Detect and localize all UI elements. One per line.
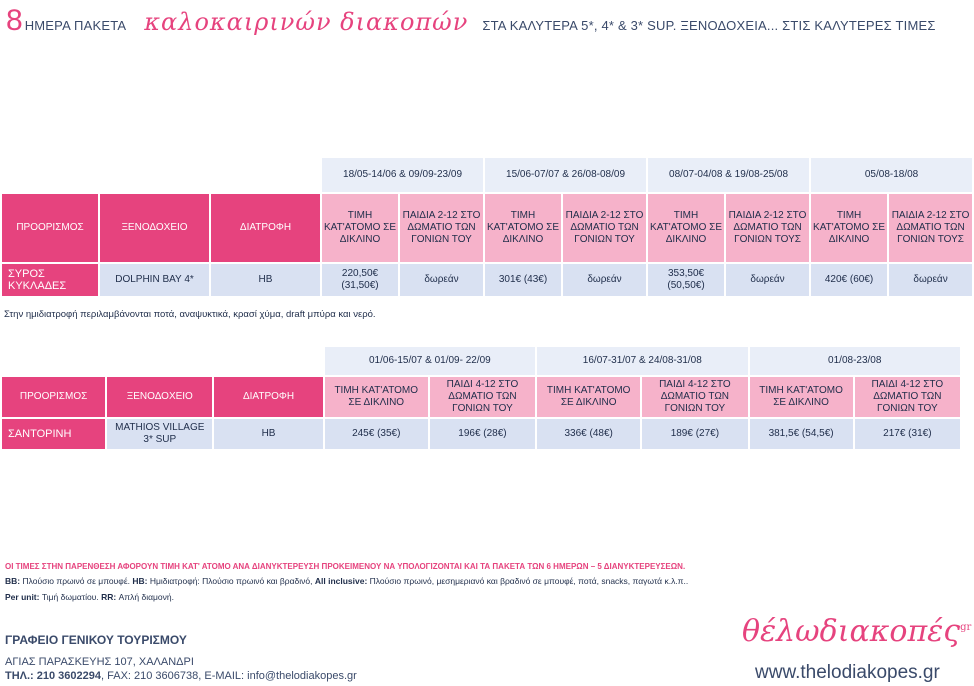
bb-label: BB: — [5, 576, 21, 586]
rr-label: RR: — [101, 592, 117, 602]
pu-label: Per unit: — [5, 592, 40, 602]
col-price-adult: ΤΙΜΗ ΚΑΤ'ΑΤΟΜΟ ΣΕ ΔΙΚΛΙΝΟ — [485, 194, 561, 262]
col-price-adult: ΤΙΜΗ ΚΑΤ'ΑΤΟΜΟ ΣΕ ΔΙΚΛΙΝΟ — [750, 377, 853, 417]
col-price-child: ΠΑΙΔΙΑ 2-12 ΣΤΟ ΔΩΜΑΤΙΟ ΤΩΝ ΓΟΝΙΩΝ ΤΟΥ — [563, 194, 646, 262]
pu-text: Τιμή δωματίου. — [39, 592, 102, 602]
board-cell: HB — [214, 419, 322, 449]
period-header: 16/07-31/07 & 24/08-31/08 — [537, 347, 747, 375]
destination-cell: ΣΥΡΟΣ ΚΥΚΛΑΔΕΣ — [2, 264, 98, 296]
board-cell: HB — [211, 264, 320, 296]
bb-text: Πλούσιο πρωινό σε μπουφέ. — [20, 576, 133, 586]
col-price-child: ΠΑΙΔΙΑ 2-12 ΣΤΟ ΔΩΜΑΤΙΟ ΤΩΝ ΓΟΝΙΩΝ ΤΟΥ — [400, 194, 483, 262]
col-price-adult: ΤΙΜΗ ΚΑΤ'ΑΤΟΜΟ ΣΕ ΔΙΚΛΙΝΟ — [537, 377, 640, 417]
logo-sup: gr — [960, 622, 972, 633]
destination-cell: ΣΑΝΤΟΡΙΝΗ — [2, 419, 105, 449]
col-board: ΔΙΑΤΡΟΦΗ — [211, 194, 320, 262]
ai-label: All inclusive: — [314, 576, 368, 586]
logo-text: θέλωδιακοπές — [742, 614, 961, 649]
col-price-child: ΠΑΙΔΙ 4-12 ΣΤΟ ΔΩΜΑΤΙΟ ΤΩΝ ΓΟΝΙΩΝ ΤΟΥ — [430, 377, 535, 417]
price-cell: 336€ (48€) — [537, 419, 640, 449]
address: ΑΓΙΑΣ ΠΑΡΑΣΚΕΥΗΣ 107, ΧΑΛΑΝΔΡΙ — [5, 656, 194, 668]
ai-text: Πλούσιο πρωινό, μεσημεριανό και βραδινό σε μπουφέ, ποτά, snacks, παγωτά κ.λ.π.. — [367, 576, 689, 586]
price-cell: 420€ (60€) — [811, 264, 887, 296]
unit-legend — [5, 592, 174, 602]
hb-label: HB: — [132, 576, 148, 586]
price-cell: 301€ (43€) — [485, 264, 561, 296]
hotel-cell: DOLPHIN BAY 4* — [100, 264, 209, 296]
page-header — [6, 4, 936, 40]
header-number: 8 — [6, 4, 23, 37]
price-cell: 220,50€ (31,50€) — [322, 264, 398, 296]
col-price-child: ΠΑΙΔΙΑ 2-12 ΣΤΟ ΔΩΜΑΤΙΟ ΤΩΝ ΓΟΝΙΩΝ ΤΟΥΣ — [726, 194, 809, 262]
period-header: 01/06-15/07 & 01/09- 22/09 — [325, 347, 535, 375]
contact-line — [5, 670, 357, 682]
col-price-child: ΠΑΙΔΙΑ 2-12 ΣΤΟ ΔΩΜΑΤΙΟ ΤΩΝ ΓΟΝΙΩΝ ΤΟΥΣ — [889, 194, 972, 262]
header-text-2: ΣΤΑ ΚΑΛΥΤΕΡΑ 5*, 4* & 3* SUP. ΞΕΝΟΔΟΧΕΙΑ... ΣΤΙΣ ΚΑΛΥΤΕΡΕΣ ΤΙΜΕΣ — [482, 18, 936, 33]
col-destination: ΠΡΟΟΡΙΣΜΟΣ — [2, 194, 98, 262]
price-cell: 196€ (28€) — [430, 419, 535, 449]
office-title: ΓΡΑΦΕΙΟ ΓΕΝΙΚΟΥ ΤΟΥΡΙΣΜΟΥ — [5, 633, 187, 647]
col-price-child: ΠΑΙΔΙ 4-12 ΣΤΟ ΔΩΜΑΤΙΟ ΤΩΝ ΓΟΝΙΩΝ ΤΟΥ — [642, 377, 747, 417]
price-cell: δωρεάν — [726, 264, 809, 296]
empty-corner — [2, 347, 323, 375]
fax-email: , FAX: 210 3606738, E-MAIL: info@thelodiakopes.gr — [101, 670, 357, 682]
col-destination: ΠΡΟΟΡΙΣΜΟΣ — [2, 377, 105, 417]
rr-text: Απλή διαμονή. — [116, 592, 174, 602]
phone: ΤΗΛ.: 210 3602294 — [5, 670, 102, 682]
brand-logo — [742, 614, 971, 649]
period-header: 05/08-18/08 — [811, 158, 972, 192]
header-script-text: καλοκαιρινών διακοπών — [144, 8, 469, 36]
board-legend — [5, 576, 688, 586]
price-cell: 245€ (35€) — [325, 419, 428, 449]
website-link[interactable]: www.thelodiakopes.gr — [755, 662, 940, 683]
price-cell: 189€ (27€) — [642, 419, 747, 449]
price-cell: δωρεάν — [400, 264, 483, 296]
col-price-adult: ΤΙΜΗ ΚΑΤ'ΑΤΟΜΟ ΣΕ ΔΙΚΛΙΝΟ — [325, 377, 428, 417]
hotel-cell: MATHIOS VILLAGE 3* SUP — [107, 419, 212, 449]
period-header: 15/06-07/07 & 26/08-08/09 — [485, 158, 646, 192]
price-cell: δωρεάν — [889, 264, 972, 296]
period-header: 08/07-04/08 & 19/08-25/08 — [648, 158, 809, 192]
price-table-syros — [0, 156, 974, 298]
price-cell: 381,5€ (54,5€) — [750, 419, 853, 449]
header-text-1: ΗΜΕΡΑ ΠΑΚΕΤΑ — [24, 18, 127, 33]
col-hotel: ΞΕΝΟΔΟΧΕΙΟ — [107, 377, 212, 417]
col-board: ΔΙΑΤΡΟΦΗ — [214, 377, 322, 417]
price-notice — [5, 561, 685, 571]
price-cell: 353,50€ (50,50€) — [648, 264, 724, 296]
col-price-adult: ΤΙΜΗ ΚΑΤ'ΑΤΟΜΟ ΣΕ ΔΙΚΛΙΝΟ — [648, 194, 724, 262]
col-price-adult: ΤΙΜΗ ΚΑΤ'ΑΤΟΜΟ ΣΕ ΔΙΚΛΙΝΟ — [322, 194, 398, 262]
empty-corner — [2, 158, 320, 192]
price-table-santorini — [0, 345, 962, 451]
price-cell: δωρεάν — [563, 264, 646, 296]
period-header: 01/08-23/08 — [750, 347, 961, 375]
col-price-child: ΠΑΙΔΙ 4-12 ΣΤΟ ΔΩΜΑΤΙΟ ΤΩΝ ΓΟΝΙΩΝ ΤΟΥ — [855, 377, 960, 417]
hb-text: Ημιδιατροφή: Πλούσιο πρωινό και βραδινό, — [147, 576, 315, 586]
price-cell: 217€ (31€) — [855, 419, 960, 449]
half-board-note: Στην ημιδιατροφή περιλαμβάνονται ποτά, αναψυκτικά, κρασί χύμα, draft μπύρα και νερό. — [4, 309, 376, 320]
col-hotel: ΞΕΝΟΔΟΧΕΙΟ — [100, 194, 209, 262]
period-header: 18/05-14/06 & 09/09-23/09 — [322, 158, 483, 192]
col-price-adult: ΤΙΜΗ ΚΑΤ'ΑΤΟΜΟ ΣΕ ΔΙΚΛΙΝΟ — [811, 194, 887, 262]
price-notice-text: ΟΙ ΤΙΜΕΣ ΣΤΗΝ ΠΑΡΕΝΘΕΣΗ ΑΦΟΡΟΥΝ ΤΙΜΗ ΚΑΤ' ΑΤΟΜΟ ΑΝΑ ΔΙΑΝΥΚΤΕΡΕΥΣΗ ΠΡΟΚΕΙΜΕΝΟΥ ΝΑ ΥΠΟΛΟΓΙΖΟΝΤΑΙ ΚΑΙ ΤΑ ΠΑΚΕΤΑ ΤΩΝ 6 ΗΜΕΡΩΝ – 5 ΔΙΑΝΥΚΤΕΡΕΥΣΕΩΝ. — [5, 562, 686, 571]
